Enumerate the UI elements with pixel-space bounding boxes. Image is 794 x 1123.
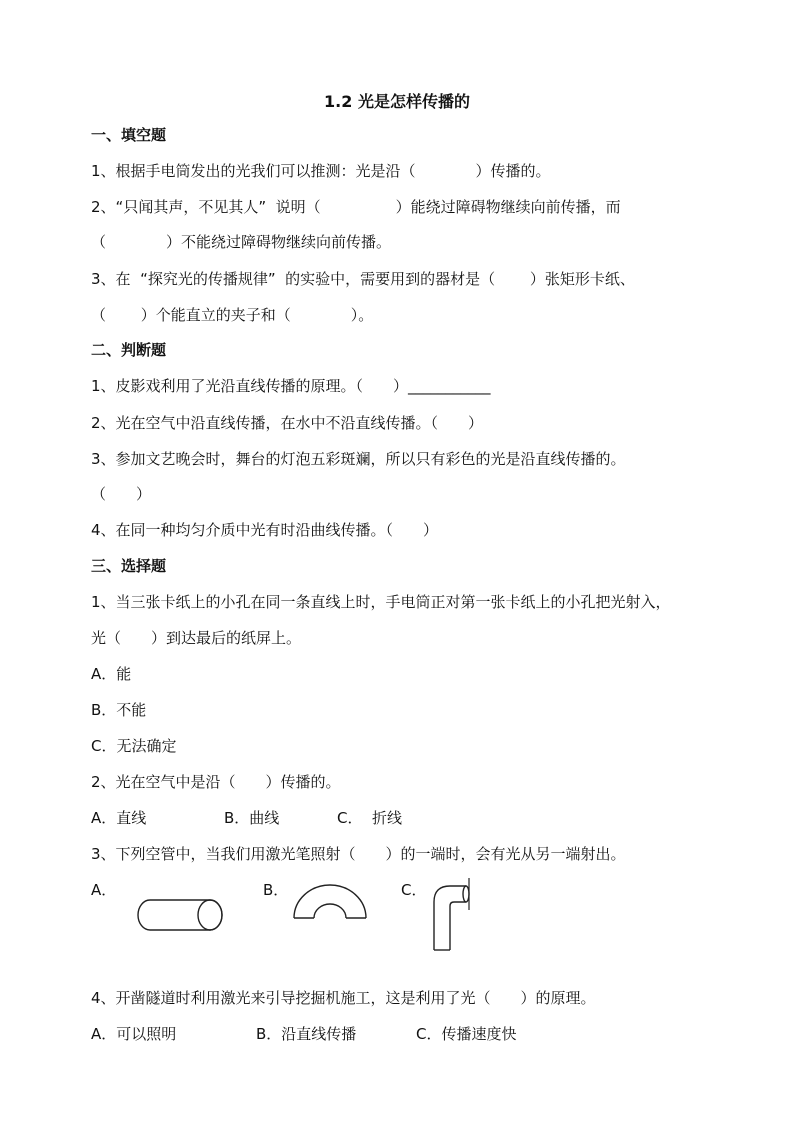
fill-question-1: 1、根据手电筒发出的光我们可以推测：光是沿（ ）传播的。	[91, 162, 551, 180]
choice-question-3: 3、下列空管中，当我们用激光笔照射（ ）的一端时，会有光从另一端射出。	[91, 845, 626, 863]
choice-1-option-c: C．无法确定	[91, 737, 177, 755]
fill-question-3-line-1: 3、在 “探究光的传播规律” 的实验中，需要用到的器材是（ ）张矩形卡纸、	[91, 270, 635, 288]
fill-question-3-line-2: （ ）个能直立的夹子和（ ）。	[91, 306, 374, 324]
choice-2-option-c: C． 折线	[337, 809, 403, 827]
judge-question-4: 4、在同一种均匀介质中光有时沿曲线传播。（ ）	[91, 521, 439, 539]
choice-3-option-b: B．	[263, 881, 289, 899]
judge-question-3-line-1: 3、参加文艺晚会时，舞台的灯泡五彩斑斓，所以只有彩色的光是沿直线传播的。	[91, 450, 626, 468]
section-heading-choice: 三、选择题	[91, 557, 167, 575]
judge-question-2: 2、光在空气中沿直线传播，在水中不沿直线传播。（ ）	[91, 414, 484, 432]
choice-1-option-b: B．不能	[91, 701, 147, 719]
bent-pipe-icon	[428, 874, 478, 954]
fill-question-2-line-2: （ ）不能绕过障碍物继续向前传播。	[91, 233, 392, 251]
judge-question-3-line-2: （ ）	[91, 485, 152, 503]
choice-question-2: 2、光在空气中是沿（ ）传播的。	[91, 773, 341, 791]
straight-cylinder-tube-icon	[138, 896, 228, 936]
choice-3-option-c: C．	[401, 881, 427, 899]
section-heading-judge: 二、判断题	[91, 341, 167, 359]
fill-question-2-line-1: 2、“只闻其声，不见其人” 说明（ ）能绕过障碍物继续向前传播，而	[91, 198, 621, 216]
arched-tube-icon	[291, 880, 369, 924]
choice-3-option-a: A．	[91, 881, 117, 899]
section-heading-fill: 一、填空题	[91, 126, 167, 144]
page-title: 1.2 光是怎样传播的	[324, 92, 470, 111]
judge-question-1: 1、皮影戏利用了光沿直线传播的原理。（ ）___________	[91, 377, 491, 395]
choice-2-option-b: B．曲线	[224, 809, 280, 827]
choice-4-option-a: A．可以照明	[91, 1025, 177, 1043]
choice-2-option-a: A．直线	[91, 809, 147, 827]
choice-4-option-c: C．传播速度快	[416, 1025, 517, 1043]
choice-question-1-line-2: 光（ ）到达最后的纸屏上。	[91, 629, 302, 647]
choice-1-option-a: A．能	[91, 665, 132, 683]
choice-4-option-b: B．沿直线传播	[256, 1025, 357, 1043]
choice-question-4: 4、开凿隧道时利用激光来引导挖掘机施工，这是利用了光（ ）的原理。	[91, 989, 596, 1007]
choice-question-1-line-1: 1、当三张卡纸上的小孔在同一条直线上时，手电筒正对第一张卡纸上的小孔把光射入，	[91, 593, 671, 611]
